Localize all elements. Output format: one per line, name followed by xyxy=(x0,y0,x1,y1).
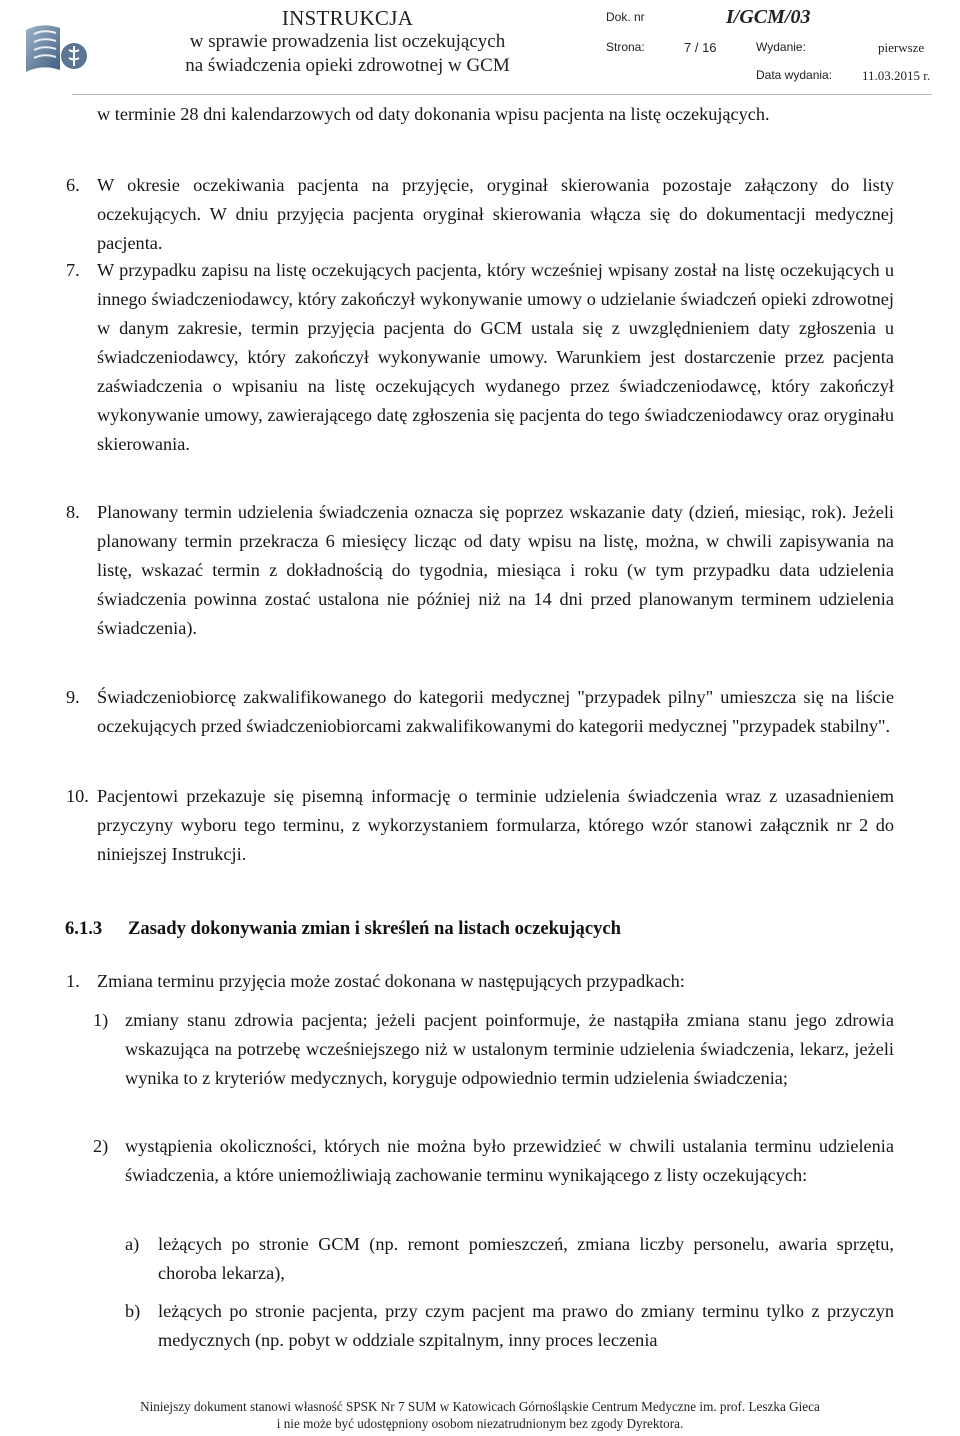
sub-item-text: zmiany stanu zdrowia pacjenta; jeżeli pacjent poinformuje, że nastąpiła zmiana stanu jego zdrowia wskazująca na potrzebę wcześniejszego niż w ustalonym terminie udzielenia świadczenia, lekarz, jeżeli wynika to z kryteriów medycznych, koryguje odpowiednio termin udzielenia świadczenia; xyxy=(125,1010,894,1088)
header-divider xyxy=(72,94,932,95)
header-title: INSTRUKCJA xyxy=(281,6,414,30)
list-number: 1. xyxy=(66,971,80,991)
header-meta xyxy=(606,6,960,90)
sub-item-text: wystąpienia okoliczności, których nie można było przewidzieć w chwili ustalania terminu udzielenia świadczenia, a które uniemożliwiają zachowanie terminu wynikającego z listy oczekujących: xyxy=(125,1136,894,1185)
hospital-logo xyxy=(22,20,92,76)
date-row xyxy=(606,68,960,92)
letter-item-number: a) xyxy=(125,1234,140,1254)
item-number: 6. xyxy=(66,175,80,195)
doc-number-value: I/GCM/03 xyxy=(726,6,811,28)
item-text: Planowany termin udzielenia świadczenia oznacza się poprzez wskazanie daty (dzień, miesiąc, rok). Jeżeli planowany termin przekracza 6 miesięcy licząc od daty wpisu na listę, można, w chwili zapisywania na listę, wskazać termin z dokładnością do tygodnia, miesiąca i roku (w tym przypadku data udzielenia świadczenia powinna zostać ustalona nie później niż na 14 dni przed planowanym terminem udzielenia świadczenia). xyxy=(97,502,894,638)
item-number: 10. xyxy=(66,786,89,806)
header-title-block xyxy=(150,6,545,78)
footer-line-2: i nie może być udostępniony osobom niezatrudnionym bez zgody Dyrektora. xyxy=(276,1416,684,1431)
section-title: Zasady dokonywania zmian i skreśleń na listach oczekujących xyxy=(128,918,621,939)
page-edition-row xyxy=(606,40,960,64)
item-text: Świadczeniobiorcę zakwalifikowanego do kategorii medycznej "przypadek pilny" umieszcza się na liście oczekujących przed świadczeniobiorcami zakwalifikowanymi do kategorii medycznej "przypadek stabilny". xyxy=(97,687,894,736)
item-text: Pacjentowi przekazuje się pisemną informację o terminie udzielenia świadczenia wraz z uzasadnieniem przyczyny wyboru tego terminu, z wykorzystaniem formularza, którego wzór stanowi załącznik nr 2 do niniejszej Instrukcji. xyxy=(97,786,894,864)
header-subtitle-2: na świadczenia opieki zdrowotnej w GCM xyxy=(185,55,510,76)
continuation-paragraph: w terminie 28 dni kalendarzowych od daty dokonania wpisu pacjenta na listę oczekujących. xyxy=(97,104,770,124)
item-number: 9. xyxy=(66,687,80,707)
letter-item-text: leżących po stronie GCM (np. remont pomieszczeń, zmiana liczby personelu, awaria sprzętu, choroba lekarza), xyxy=(158,1234,894,1283)
doc-number-label: Dok. nr xyxy=(606,10,645,24)
edition-value: pierwsze xyxy=(878,40,925,55)
letter-item-number: b) xyxy=(125,1301,141,1321)
list-text: Zmiana terminu przyjęcia może zostać dokonana w następujących przypadkach: xyxy=(97,971,685,991)
footer-line-1: Niniejszy dokument stanowi własność SPSK Nr 7 SUM w Katowicach Górnośląskie Centrum Medyczne im. prof. Leszka Gieca xyxy=(140,1399,820,1414)
item-number: 7. xyxy=(66,260,80,280)
sub-item-number: 2) xyxy=(93,1136,109,1156)
date-label: Data wydania: xyxy=(756,68,833,82)
item-text: W okresie oczekiwania pacjenta na przyjęcie, oryginał skierowania pozostaje załączony do listy oczekujących. W dniu przyjęcia pacjenta oryginał skierowania włącza się do dokumentacji medycznej pacjenta. xyxy=(97,175,894,253)
letter-item-text: leżących po stronie pacjenta, przy czym pacjent ma prawo do zmiany terminu tylko z przyczyn medycznych (np. pobyt w oddziale szpitalnym, inny proces leczenia xyxy=(158,1301,894,1350)
doc-number-row xyxy=(606,6,960,34)
page-value: 7 / 16 xyxy=(684,40,717,55)
document-footer xyxy=(60,1398,900,1432)
document-header xyxy=(0,0,960,96)
header-subtitle-1: w sprawie prowadzenia list oczekujących xyxy=(189,31,506,52)
item-text: W przypadku zapisu na listę oczekujących pacjenta, który wcześniej wpisany został na listę oczekujących u innego świadczeniodawcy, który zakończył wykonywanie umowy o udzielanie świadczeń opieki zdrowotnej w danym zakresie, termin przyjęcia pacjenta do GCM ustala się z uwzględnieniem daty zgłoszenia u świadczeniodawcy, który zakończył wykonywanie umowy. Warunkiem jest dostarczenie przez pacjenta zaświadczenia o wpisaniu na listę oczekujących wydanego przez świadczeniodawcę, który zakończył wykonywanie umowy, zawierającego datę zgłoszenia się pacjenta do tego świadczeniodawcy oraz oryginału skierowania. xyxy=(97,260,894,454)
section-number: 6.1.3 xyxy=(65,918,103,939)
sub-item-number: 1) xyxy=(93,1010,109,1030)
edition-label: Wydanie: xyxy=(756,40,806,54)
section-heading xyxy=(65,914,621,943)
date-value: 11.03.2015 r. xyxy=(862,68,931,83)
item-number: 8. xyxy=(66,502,80,522)
page-label: Strona: xyxy=(606,40,645,54)
